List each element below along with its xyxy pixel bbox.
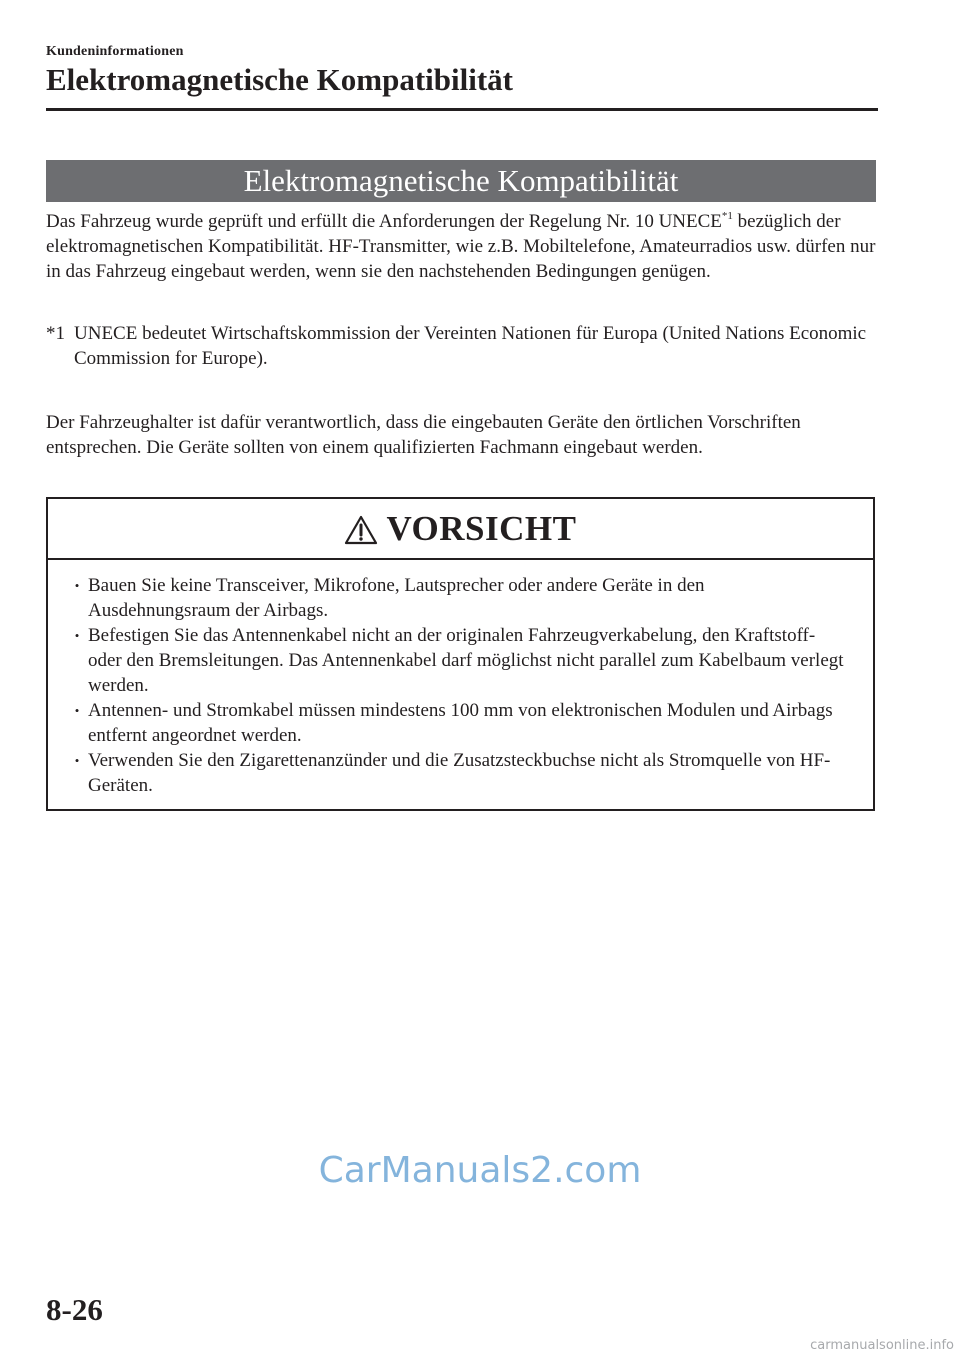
caution-item bbox=[66, 573, 845, 623]
caution-item bbox=[66, 698, 845, 748]
bullet-icon: • bbox=[74, 578, 80, 593]
caution-title: VORSICHT bbox=[386, 508, 577, 548]
footnote-marker: *1 bbox=[46, 323, 65, 344]
caution-item-text: Verwenden Sie den Zigarettenanzünder und die Zusatzsteckbuchse nicht als Stromquelle von HF-Geräten. bbox=[88, 750, 831, 796]
header-divider bbox=[46, 108, 878, 111]
section-banner: Elektromagnetische Kompatibilität bbox=[46, 160, 876, 202]
bullet-icon: • bbox=[74, 628, 80, 643]
intro-paragraph bbox=[46, 209, 876, 284]
footer-site-link[interactable]: carmanualsonline.info bbox=[810, 1338, 954, 1353]
caution-item-text: Befestigen Sie das Antennenkabel nicht an der originalen Fahrzeugverkabelung, den Kraftstoff- oder den Bremsleitungen. Das Antennenkabel darf möglichst nicht parallel zum Kabelbaum verlegt werden. bbox=[88, 625, 844, 696]
header-category: Kundeninformationen bbox=[46, 44, 184, 59]
watermark: CarManuals2.com bbox=[318, 1150, 642, 1191]
caution-item bbox=[66, 623, 845, 698]
caution-item bbox=[66, 748, 845, 798]
warning-triangle-icon bbox=[344, 515, 378, 545]
owner-responsibility-text: Der Fahrzeughalter ist dafür verantwortlich, dass die eingebauten Geräte den örtlichen Vorschriften entsprechen. Die Geräte sollten von einem qualifizierten Fachmann eingebaut werden. bbox=[46, 412, 801, 458]
caution-header bbox=[48, 499, 873, 560]
footnote-text: UNECE bedeutet Wirtschaftskommission der Vereinten Nationen für Europa (United Nations Economic Commission for Europe). bbox=[74, 323, 867, 369]
page-title: Elektromagnetische Kompatibilität bbox=[46, 62, 513, 97]
caution-item-text: Bauen Sie keine Transceiver, Mikrofone, Lautsprecher oder andere Geräte in den Ausdehnungsraum der Airbags. bbox=[88, 575, 705, 621]
caution-item-text: Antennen- und Stromkabel müssen mindestens 100 mm von elektronischen Modulen und Airbags entfernt angeordnet werden. bbox=[88, 700, 833, 746]
bullet-icon: • bbox=[74, 753, 80, 768]
page-number: 8-26 bbox=[46, 1292, 103, 1327]
intro-text-start: Das Fahrzeug wurde geprüft und erfüllt die Anforderungen der Regelung Nr. 10 UNECE bbox=[46, 211, 722, 232]
bullet-icon: • bbox=[74, 703, 80, 718]
intro-text-end: bezüglich der elektromagnetischen Kompatibilität. HF-Transmitter, wie z.B. Mobiltelefone, Amateurradios usw. dürfen nur in das Fahrzeug eingebaut werden, wenn sie den nachstehenden Bedingungen genügen. bbox=[46, 211, 876, 282]
owner-responsibility-paragraph bbox=[46, 410, 876, 460]
caution-list bbox=[48, 560, 873, 798]
footnote bbox=[46, 321, 876, 371]
footnote-reference: *1 bbox=[721, 210, 733, 222]
caution-box bbox=[46, 497, 875, 811]
